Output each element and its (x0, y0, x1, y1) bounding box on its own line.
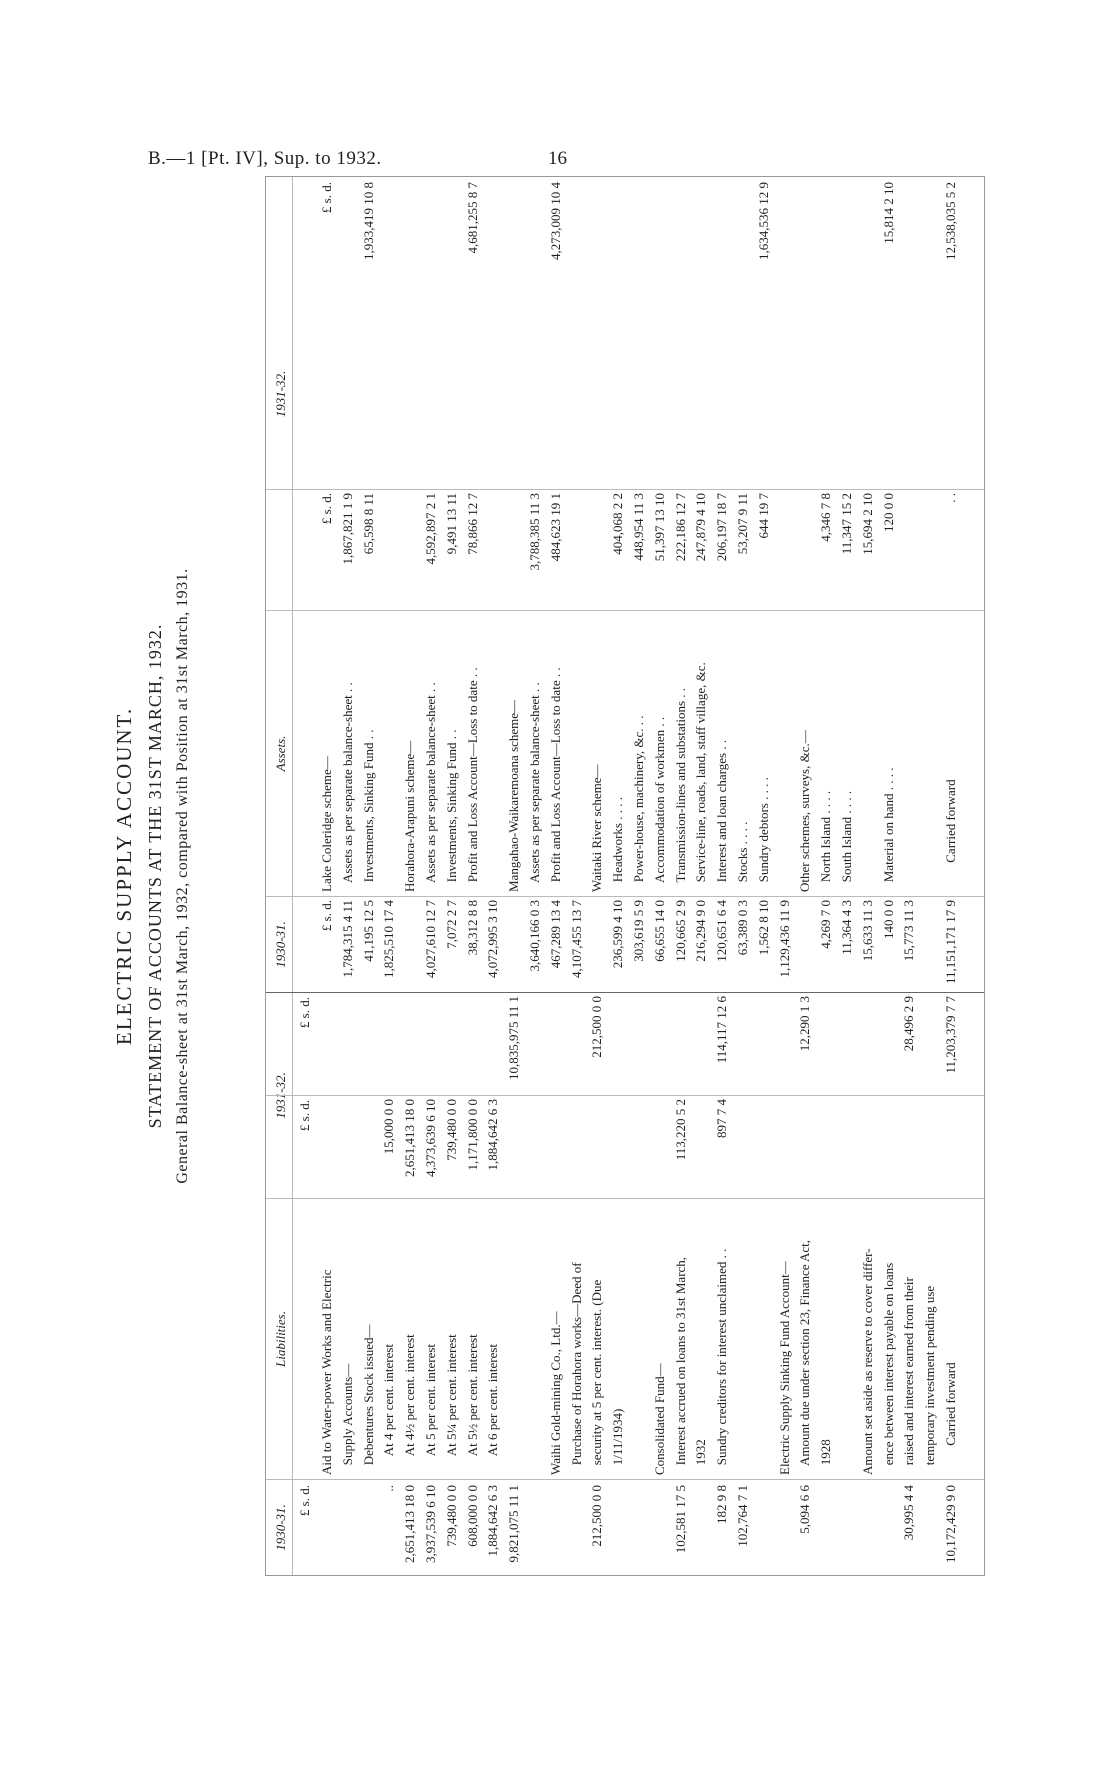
amount-1931-32-detail: 53,207 9 11 (735, 493, 750, 555)
amount-1930-31: .. (381, 1485, 397, 1492)
amount-1930-31: 467,289 13 4 (547, 900, 563, 969)
item-description: Waihi Gold-mining Co., Ltd.— (547, 1311, 563, 1475)
item-description: Aid to Water-power Works and Electric (319, 1269, 334, 1475)
item-description: Investments, Sinking Fund . . (443, 729, 459, 892)
item-description: At 6 per cent. interest (485, 1343, 501, 1475)
amount-1931-32-total: 28,496 2 9 (901, 996, 917, 1052)
item-description: At 5½ per cent. interest (464, 1334, 480, 1475)
amount-1931-32-detail: 1,884,642 6 3 (485, 1099, 501, 1171)
amount-1931-32-detail: £ s. d. (319, 493, 334, 525)
amount-1931-32-detail: 644 19 7 (755, 493, 771, 539)
column-rule (266, 610, 984, 611)
item-description: 1/11/1934) (610, 1408, 626, 1475)
item-description: Transmission-lines and substations . . (672, 687, 688, 892)
amount-1930-31: 1,825,510 17 4 (381, 900, 397, 978)
amount-1930-31: 739,480 0 0 (443, 1485, 459, 1547)
amount-1931-32-total: 212,500 0 0 (589, 996, 605, 1058)
item-description: At 4½ per cent. interest (402, 1334, 418, 1475)
amount-1931-32-detail: 206,197 18 7 (714, 493, 730, 562)
running-head: B.—1 [Pt. IV], Sup. to 1932. (148, 148, 382, 169)
amount-1930-31: 120,665 2 9 (672, 900, 688, 962)
amount-1930-31: 608,000 0 0 (464, 1485, 480, 1547)
amount-1931-32-detail: 4,373,639 6 10 (423, 1099, 438, 1177)
amount-1930-31: 5,094 6 6 (797, 1485, 813, 1534)
amount-1931-32-detail: 247,879 4 10 (693, 493, 709, 562)
statement-title: STATEMENT OF ACCOUNTS AT THE 31ST MARCH, 1932. (145, 623, 165, 1129)
column-rule (266, 896, 984, 897)
amount-1930-31: 15,773 11 3 (901, 900, 917, 962)
amount-1930-31: 2,651,413 18 0 (402, 1485, 418, 1563)
amount-1931-32-detail: 222,186 12 7 (672, 493, 688, 562)
amount-1930-31: 41,195 12 5 (360, 900, 376, 962)
amount-1930-31: 102,764 7 1 (735, 1485, 750, 1547)
center-rule (266, 992, 984, 993)
item-description: Horahora-Arapuni scheme— (402, 740, 418, 892)
amount-1930-31: 1,884,642 6 3 (485, 1485, 501, 1557)
amount-1931-32-detail: 65,598 8 11 (360, 493, 376, 555)
amount-1931-32-detail: 51,397 13 10 (651, 493, 667, 562)
header-1930-31-assets: 1930-31. (273, 921, 288, 968)
item-description: Carried forward (943, 779, 958, 892)
amount-1930-31: 120,651 6 4 (714, 900, 730, 962)
amount-1931-32-total: 114,117 12 6 (714, 996, 730, 1064)
item-description: 1928 (818, 1439, 834, 1475)
item-description: Accommodation of workmen . . (651, 716, 667, 892)
amount-1930-31: 10,172,429 9 0 (943, 1485, 958, 1563)
amount-1930-31: 4,107,455 13 7 (568, 900, 584, 978)
money-header: £ s. d. (297, 1100, 312, 1132)
item-description: security at 5 per cent. interest. (Due (589, 1279, 605, 1475)
amount-1931-32-detail: 78,866 12 7 (464, 493, 480, 555)
amount-1931-32-detail: 448,954 11 3 (631, 493, 646, 561)
amount-1930-31: 3,640,166 0 3 (527, 900, 542, 972)
item-description: Investments, Sinking Fund . . (360, 729, 376, 892)
amount-1930-31: 102,581 17 5 (672, 1485, 688, 1554)
item-description: Mangahao-Waikaremoana scheme— (506, 699, 522, 892)
item-description: Debentures Stock issued— (360, 1324, 376, 1475)
item-description: Carried forward (943, 1362, 958, 1475)
item-description: Interest and loan charges . . (714, 739, 730, 892)
item-description: At 5¼ per cent. interest (443, 1334, 459, 1475)
header-1930-31-liab: 1930-31. (273, 1504, 288, 1551)
amount-1930-31: 66,655 14 0 (651, 900, 667, 962)
amount-1930-31: 63,389 0 3 (735, 900, 750, 956)
balance-sheet-table (265, 176, 985, 1576)
amount-1931-32-total: £ s. d. (319, 182, 334, 214)
item-description: Profit and Loss Account—Loss to date . . (547, 667, 563, 892)
item-description: Assets as per separate balance-sheet . . (423, 682, 438, 892)
rotated-page-content (80, 176, 1000, 1576)
amount-1930-31: 38,312 8 8 (464, 900, 480, 956)
amount-1931-32-detail: 9,491 13 11 (443, 493, 459, 555)
item-description: Sundry creditors for interest unclaimed . . (714, 1248, 730, 1475)
amount-1931-32-total: 4,681,255 8 7 (464, 182, 480, 254)
amount-1931-32-detail: 4,346 7 8 (818, 493, 834, 542)
titles-block (80, 176, 192, 1576)
amount-1930-31: 4,072,995 3 10 (485, 900, 501, 978)
column-rule (266, 1198, 984, 1199)
item-description: 1932 (693, 1439, 709, 1475)
item-description: ence between interest payable on loans (880, 1262, 896, 1475)
item-description: South Island . . . . (839, 790, 854, 892)
amount-1930-31: 236,599 4 10 (610, 900, 626, 969)
amount-1930-31: 303,619 5 9 (631, 900, 646, 962)
item-description: Assets as per separate balance-sheet . . (339, 682, 355, 892)
amount-1931-32-detail: 4,592,897 2 1 (423, 493, 438, 565)
amount-1930-31: 4,269 7 0 (818, 900, 834, 949)
page-number: 16 (548, 148, 567, 169)
amount-1931-32-total: 15,814 2 10 (880, 182, 896, 244)
amount-1931-32-total: 10,835,975 11 1 (506, 996, 522, 1081)
column-rule (266, 1479, 984, 1480)
amount-1930-31: 11,151,171 17 9 (943, 900, 958, 985)
amount-1931-32-total: 1,933,419 10 8 (360, 182, 376, 260)
item-description: Service-line, roads, land, staff village, &c. (693, 662, 709, 892)
amount-1930-31: 1,784,315 4 11 (339, 900, 355, 978)
amount-1930-31: 212,500 0 0 (589, 1485, 605, 1547)
item-description: Profit and Loss Account—Loss to date . . (464, 667, 480, 892)
amount-1930-31: 182 9 8 (714, 1485, 730, 1524)
amount-1930-31: 15,633 11 3 (859, 900, 875, 962)
amount-1930-31: 30,995 4 4 (901, 1485, 917, 1541)
header-rule (292, 177, 293, 1575)
amount-1931-32-detail: 11,347 15 2 (839, 493, 854, 555)
amount-1931-32-total: 12,538,035 5 2 (943, 182, 958, 260)
amount-1931-32-detail: . . (943, 493, 958, 503)
amount-1930-31: 140 0 0 (880, 900, 896, 939)
item-description: At 5 per cent. interest (423, 1343, 438, 1475)
amount-1931-32-detail: 15,694 2 10 (859, 493, 875, 555)
amount-1931-32-detail: 113,220 5 2 (672, 1099, 688, 1161)
item-description: At 4 per cent. interest (381, 1343, 397, 1475)
item-description: Consolidated Fund— (651, 1363, 667, 1475)
item-description: Material on hand . . . . (880, 767, 896, 892)
amount-1931-32-detail: 15,000 0 0 (381, 1099, 397, 1155)
header-assets: Assets. (273, 735, 288, 772)
item-description: temporary investment pending use (922, 1285, 938, 1475)
item-description: raised and interest earned from their (901, 1277, 917, 1475)
item-description: North Island . . . . (818, 790, 834, 892)
money-header: £ s. d. (297, 1485, 312, 1517)
item-description: Electric Supply Sinking Fund Account— (776, 1261, 792, 1475)
item-description: Interest accrued on loans to 31st March, (672, 1256, 688, 1475)
item-description: Other schemes, surveys, &c.— (797, 730, 813, 892)
amount-1931-32-detail: 739,480 0 0 (443, 1099, 459, 1161)
amount-1930-31: 7,072 2 7 (443, 900, 459, 949)
header-1931-32-assets: 1931-32. (273, 370, 288, 418)
amount-1930-31: 1,129,436 11 9 (776, 900, 792, 978)
item-description: Waitaki River scheme— (589, 764, 605, 892)
balance-sheet-subtitle: General Balance-sheet at 31st March, 1932, compared with Position at 31st March, 1931. (174, 568, 191, 1184)
item-description: Lake Coleridge scheme— (319, 756, 334, 892)
header-1931-32-liab: 1931-32. (273, 1072, 288, 1119)
item-description: Headworks . . . . (610, 797, 626, 892)
amount-1930-31: 1,562 8 10 (755, 900, 771, 956)
amount-1930-31: 11,364 4 3 (839, 900, 854, 955)
amount-1931-32-total: 4,273,009 10 4 (547, 182, 563, 260)
item-description: Amount set aside as reserve to cover differ- (859, 1248, 875, 1475)
amount-1930-31: 216,294 9 0 (693, 900, 709, 962)
header-liabilities: Liabilities. (273, 1311, 288, 1367)
amount-1931-32-detail: 1,867,821 1 9 (339, 493, 355, 565)
item-description: Purchase of Horahora works—Deed of (568, 1262, 584, 1475)
amount-1930-31: £ s. d. (319, 900, 334, 932)
amount-1931-32-detail: 1,171,800 0 0 (464, 1099, 480, 1171)
amount-1931-32-total: 12,290 1 3 (797, 996, 813, 1052)
amount-1931-32-detail: 3,788,385 11 3 (527, 493, 542, 571)
item-description: Stocks . . . . (735, 821, 750, 892)
amount-1930-31: 9,821,075 11 1 (506, 1485, 522, 1563)
item-description: Supply Accounts— (339, 1363, 355, 1475)
item-description: Power-house, machinery, &c. . . (631, 715, 646, 892)
item-description: Sundry debtors . . . . (755, 777, 771, 892)
amount-1930-31: 4,027,610 12 7 (423, 900, 438, 978)
amount-1931-32-detail: 404,068 2 2 (610, 493, 626, 555)
amount-1930-31: 3,937,539 6 10 (423, 1485, 438, 1563)
amount-1931-32-detail: 120 0 0 (880, 493, 896, 532)
column-rule (266, 1095, 984, 1096)
amount-1931-32-total: 11,203,379 7 7 (943, 996, 958, 1074)
amount-1931-32-detail: 897 7 4 (714, 1099, 730, 1138)
amount-1931-32-total: 1,634,536 12 9 (755, 182, 771, 260)
item-description: Assets as per separate balance-sheet . . (527, 682, 542, 892)
amount-1931-32-detail: 484,623 19 1 (547, 493, 563, 562)
money-header: £ s. d. (297, 997, 312, 1029)
main-title: ELECTRIC SUPPLY ACCOUNT. (112, 706, 136, 1046)
item-description: Amount due under section 23, Finance Act, (797, 1239, 813, 1475)
amount-1931-32-detail: 2,651,413 18 0 (402, 1099, 418, 1177)
column-rule (266, 489, 984, 490)
